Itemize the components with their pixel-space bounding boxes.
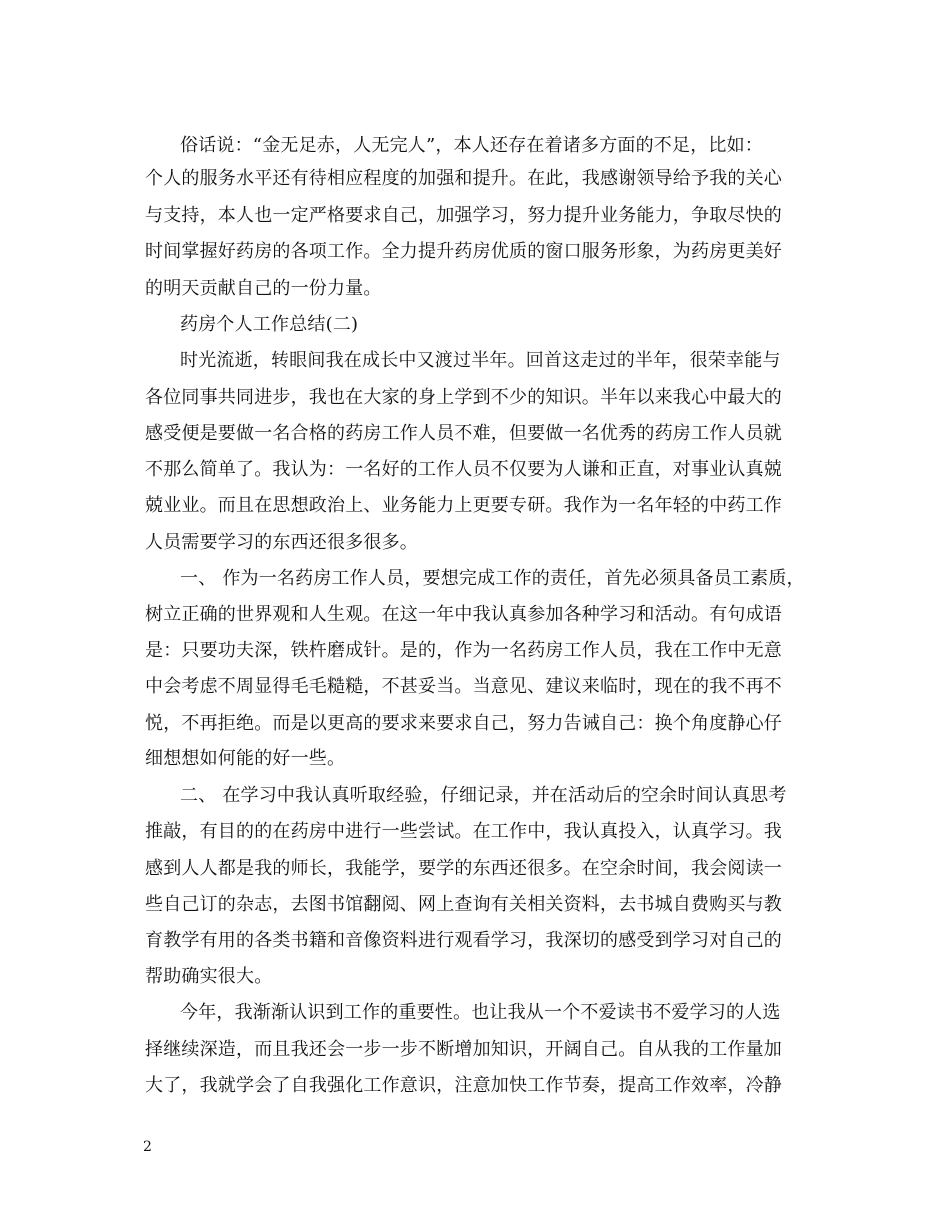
page-number: 2: [143, 1139, 152, 1155]
text-line: 帮助确实很大。: [145, 966, 273, 987]
text-line: 树立正确的世界观和人生观。在这一年中我认真参加各种学习和活动。有句成语: [145, 604, 782, 625]
text-line: 时光流逝，转眼间我在成长中又渡过半年。回首这走过的半年，很荣幸能与: [180, 350, 781, 371]
text-line: 些自己订的杂志，去图书馆翻阅、网上查询有关相关资料，去书城自费购买与教: [145, 894, 782, 915]
text-line: 推敲，有目的的在药房中进行一些尝试。在工作中，我认真投入，认真学习。我: [145, 821, 782, 842]
text-line: 俗话说：“金无足赤，人无完人”，本人还存在着诸多方面的不足，比如：: [180, 135, 764, 156]
text-line: 悦，不再拒绝。而是以更高的要求来要求自己，努力告诫自己：换个角度静心仔: [145, 713, 782, 734]
text-line: 一、 作为一名药房工作人员，要想完成工作的责任，首先必须具备员工素质，: [180, 568, 805, 589]
text-line: 与支持，本人也一定严格要求自己，加强学习，努力提升业务能力，争取尽快的: [145, 205, 782, 226]
text-line: 大了，我就学会了自我强化工作意识，注意加快工作节奏，提高工作效率，冷静: [145, 1075, 782, 1096]
text-line: 的明天贡献自己的一份力量。: [145, 278, 382, 299]
text-line: 今年，我渐渐认识到工作的重要性。也让我从一个不爱读书不爱学习的人选: [180, 1002, 781, 1023]
text-line: 二、 在学习中我认真听取经验，仔细记录，并在活动后的空余时间认真思考: [180, 785, 787, 806]
text-line: 感到人人都是我的师长，我能学，要学的东西还很多。在空余时间，我会阅读一: [145, 858, 782, 879]
text-line: 个人的服务水平还有待相应程度的加强和提升。在此，我感谢领导给予我的关心: [145, 168, 782, 189]
text-line: 时间掌握好药房的各项工作。全力提升药房优质的窗口服务形象，为药房更美好: [145, 241, 782, 262]
text-line: 择继续深造，而且我还会一步一步不断增加知识，开阔自己。自从我的工作量加: [145, 1039, 782, 1060]
text-line: 中会考虑不周显得毛毛糙糙，不甚妥当。当意见、建议来临时，现在的我不再不: [145, 676, 782, 697]
text-line: 各位同事共同进步，我也在大家的身上学到不少的知识。半年以来我心中最大的: [145, 387, 782, 408]
text-line: 不那么简单了。我认为：一名好的工作人员不仅要为人谦和正直，对事业认真兢: [145, 459, 782, 480]
section-heading: 药房个人工作总结(二): [180, 314, 359, 335]
text-line: 细想想如何能的好一些。: [145, 748, 346, 769]
text-line: 是：只要功夫深，铁杵磨成针。是的，作为一名药房工作人员，我在工作中无意: [145, 640, 782, 661]
text-line: 兢业业。而且在思想政治上、业务能力上更要专研。我作为一名年轻的中药工作: [145, 495, 782, 516]
text-line: 育教学有用的各类书籍和音像资料进行观看学习，我深切的感受到学习对自己的: [145, 930, 782, 951]
text-line: 人员需要学习的东西还很多很多。: [145, 532, 418, 553]
text-line: 感受便是要做一名合格的药房工作人员不难，但要做一名优秀的药房工作人员就: [145, 423, 782, 444]
